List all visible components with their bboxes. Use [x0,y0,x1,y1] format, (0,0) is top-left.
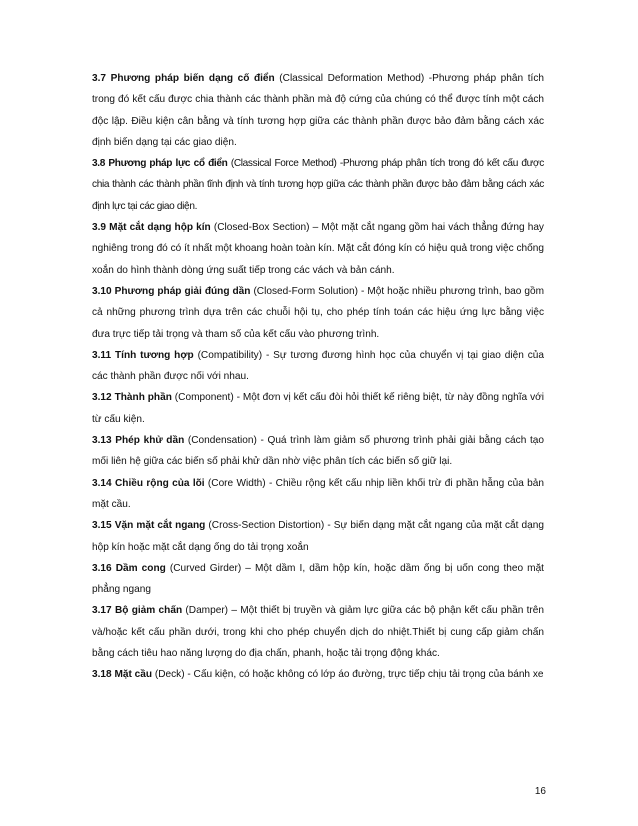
entry-term: Phép khử dần [115,435,185,447]
entry-number: 3.18 [92,669,112,681]
entry-3-10 [92,281,544,345]
entry-number: 3.17 [92,605,112,617]
entry-term: Tính tương hợp [114,349,194,361]
entry-3-12 [92,387,544,430]
entry-term: Phương pháp giải đúng dần [114,285,251,297]
entry-3-7 [92,68,544,153]
entry-definition: (Cross-Section Distortion) - Sự biến dạng mặt cắt ngang của mặt cắt dạng hộp kín hoặc mặt cắt dạng ống do tải trọng xoắn [92,520,544,553]
entry-definition: (Deck) - Cấu kiện, có hoặc không có lớp áo đường, trực tiếp chịu tải trọng của bánh xe [152,669,544,681]
entry-term: Phương pháp lực cổ điển [108,158,228,170]
entry-term: Dầm cong [115,562,166,574]
entry-3-8 [92,153,544,217]
page-number: 16 [534,786,546,797]
entry-term: Thành phần [114,392,172,404]
entry-3-16 [92,558,544,601]
entry-definition: (Closed-Form Solution) - Một hoặc nhiều phương trình, bao gồm cả những phương trình dựa trên các chuỗi hội tụ, cho phép tính toán các hiệu ứng lực bằng việc đưa trực tiếp tải trọng và tham số của kết cấu vào phương trình. [92,285,544,340]
entry-number: 3.15 [92,520,112,532]
entry-definition: (Curved Girder) – Một dầm I, dầm hộp kín, hoặc dầm ống bị uốn cong theo mặt phẳng ngang [92,562,544,596]
entry-number: 3.7 [92,73,107,84]
entry-term: Vặn mặt cắt ngang [114,520,206,532]
definitions-list [92,68,544,686]
entry-3-13 [92,430,544,473]
entry-number: 3.13 [92,435,112,447]
entry-term: Mặt cắt dạng hộp kín [109,222,211,234]
entry-number: 3.16 [92,562,112,574]
entry-definition: (Closed-Box Section) – Một mặt cắt ngang gồm hai vách thẳng đứng hay nghiêng trong đó có ít nhất một khoang hoàn toàn kín. Mặt cắt đóng kín có hiệu quả trong việc chống xoắn do hình thành dòng ứng suất tiếp trong các vách và bản cánh. [92,222,544,276]
entry-term: Bộ giảm chấn [114,605,183,617]
entry-3-14 [92,473,544,516]
entry-definition: (Compatibility) - Sự tương đương hình học của chuyển vị tại giao diện của các thành phần được nối với nhau. [92,349,544,383]
entry-term: Chiều rộng của lõi [114,477,205,489]
entry-number: 3.14 [92,477,112,489]
entry-3-15 [92,515,544,558]
entry-definition: (Classical Force Method) -Phương pháp phân tích trong đó kết cấu được chia thành các thành phần tĩnh định và tính tương hợp giữa các thành phần được bảo đảm bằng cách xác định lực tại các giao diện. [92,158,544,212]
entry-number: 3.10 [92,285,112,297]
entry-3-9 [92,217,544,281]
entry-term: Phương pháp biến dạng cố điển [110,73,275,84]
entry-term: Mặt cầu [114,669,153,681]
entry-definition: (Component) - Một đơn vị kết cấu đòi hỏi thiết kế riêng biệt, từ này đồng nghĩa với từ cấu kiện. [92,392,544,425]
entry-number: 3.12 [92,392,112,404]
entry-3-17 [92,600,544,664]
entry-definition: (Condensation) - Quá trình làm giảm số phương trình phải giải bằng cách tạo mối liên hệ giữa các biến số phải khử dần nhờ việc phân tích các biến số giữ lại. [92,435,544,468]
entry-3-11 [92,345,544,388]
entry-number: 3.8 [92,158,105,170]
entry-definition: (Classical Deformation Method) -Phương pháp phân tích trong đó kết cấu được chia thành các thành phần mà độ cứng của chúng có thể được tính một cách độc lập. Điều kiện cân bằng và tính tương hợp giữa các thành phần được bảo đảm bằng cách xác định biến dạng tại các giao diện. [92,73,544,148]
entry-definition: (Core Width) - Chiều rộng kết cấu nhịp liền khối trừ đi phần hẫng của bản mặt cầu. [92,477,544,510]
entry-definition: (Damper) – Một thiết bị truyền và giảm lực giữa các bộ phận kết cấu phần trên và/hoặc kết cấu phần dưới, trong khi cho phép chuyển dịch do nhiệt.Thiết bị cung cấp giảm chấn bằng cách tiêu hao năng lượng do địa chấn, phanh, hoặc tải trọng động khác. [92,605,544,660]
entry-number: 3.9 [92,222,107,234]
entry-number: 3.11 [92,349,112,361]
entry-3-18 [92,664,544,685]
